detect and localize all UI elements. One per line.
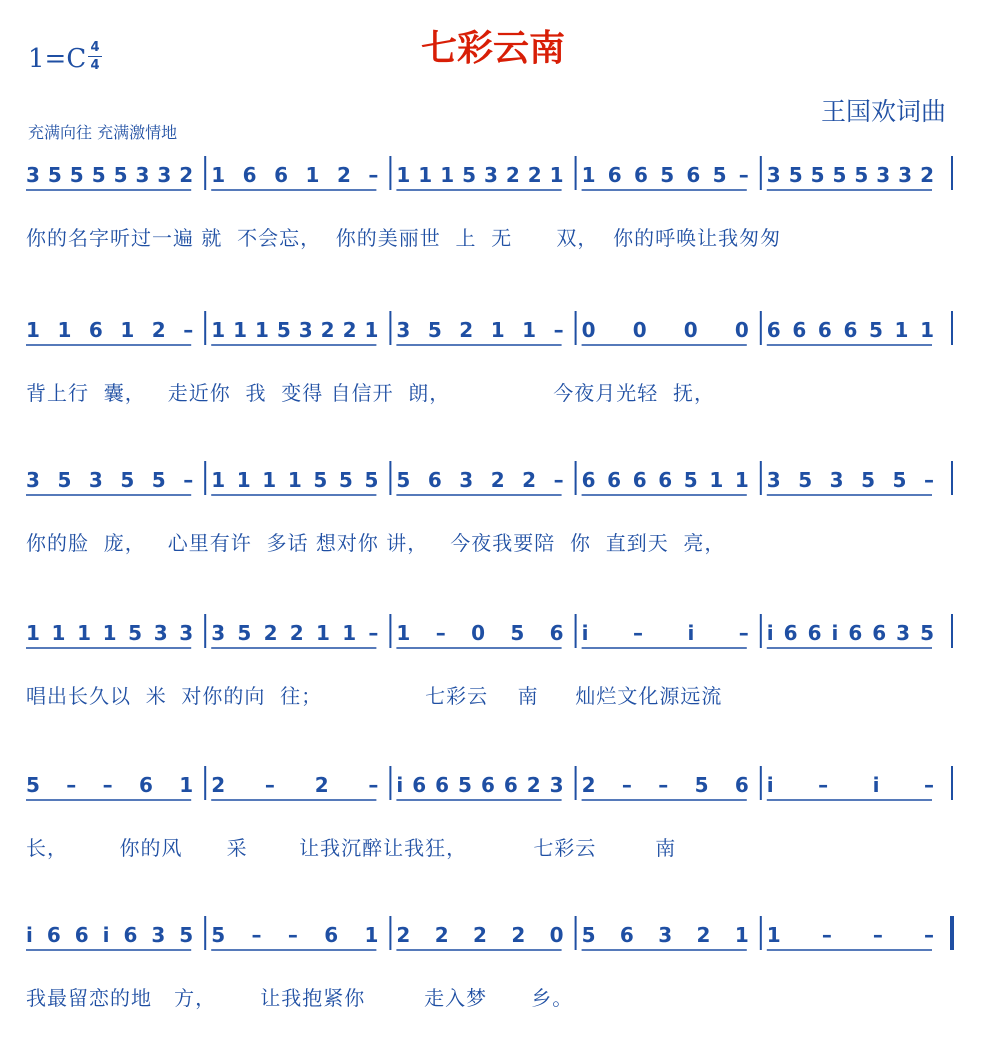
measure-notes: 6 6 6 6 5 1 1 [581, 468, 749, 492]
time-signature [88, 40, 102, 73]
measure-notes: 2 – 2 – [211, 773, 379, 797]
measure-notes: 1 1 1 5 3 2 2 1 [211, 318, 379, 342]
measure-notes: i 6 6 i 6 6 3 5 [766, 621, 934, 645]
time-signature-top: 4 [90, 40, 100, 55]
measure-notes: 1 – 0 5 6 [396, 621, 564, 645]
measure-notes: 3 5 5 5 5 3 3 2 [26, 163, 194, 187]
measure-notes: 1 6 6 5 6 5 – [581, 163, 749, 187]
measure-notes: 3 5 3 5 5 – [26, 468, 194, 492]
score-system [0, 760, 986, 880]
time-signature-bottom: 4 [90, 58, 100, 73]
composer-credit: 王国欢词曲 [820, 97, 946, 126]
measure-notes: i 6 6 i 6 3 5 [26, 923, 194, 947]
measure-notes: 5 – – 6 1 [211, 923, 379, 947]
measure-notes: 3 5 3 5 5 – [766, 468, 934, 492]
measure-notes: 1 1 1 5 3 2 2 1 [396, 163, 564, 187]
lyrics-line: 背上行 囊， 走近你 我 变得 自信开 朗， 今夜月光轻 抚， [26, 381, 716, 405]
measure-notes: 0 0 0 0 [581, 318, 749, 342]
score-system [0, 150, 986, 270]
measure-notes: 1 6 6 1 2 – [211, 163, 379, 187]
measure-notes: 1 1 6 1 2 – [26, 318, 194, 342]
song-title: 七彩云南 [420, 28, 565, 69]
lyrics-line: 长， 你的风 采 让我沉醉让我狂， 七彩云 南 [26, 836, 677, 860]
measure-notes: 2 – – 5 6 [581, 773, 749, 797]
measure-notes: 3 5 2 1 1 – [396, 318, 564, 342]
measure-notes: 3 5 2 2 1 1 – [211, 621, 379, 645]
score-system [0, 455, 986, 575]
score-system [0, 608, 986, 728]
measure-notes: 3 5 5 5 5 3 3 2 [766, 163, 934, 187]
measure-notes: 5 – – 6 1 [26, 773, 194, 797]
measure-notes: 1 – – – [766, 923, 934, 947]
lyrics-line: 我最留恋的地 方， 让我抱紧你 走入梦 乡。 [26, 986, 574, 1010]
measure-notes: 5 6 3 2 2 – [396, 468, 564, 492]
lyrics-line: 你的脸 庞， 心里有许 多话 想对你 讲， 今夜我要陪 你 直到天 亮， [26, 531, 726, 555]
measure-notes: 1 1 1 1 5 3 3 [26, 621, 194, 645]
measure-notes: i – i – [581, 621, 749, 645]
score-system [0, 910, 986, 1030]
lyrics-line: 你的名字听过一遍 就 不会忘， 你的美丽世 上 无 双， 你的呼唤让我匆匆 [26, 226, 782, 250]
measure-notes: 5 6 3 2 1 [581, 923, 749, 947]
lyrics-line: 唱出长久以 米 对你的向 往； 七彩云 南 灿烂文化源远流 [26, 684, 723, 708]
score-system [0, 305, 986, 425]
measure-notes: 6 6 6 6 5 1 1 [766, 318, 934, 342]
tempo-marking: 充满向往 充满激情地 [28, 123, 178, 142]
measure-notes: i – i – [766, 773, 934, 797]
measure-notes: i 6 6 5 6 6 2 3 [396, 773, 564, 797]
key-signature: 1=C [28, 44, 87, 74]
measure-notes: 2 2 2 2 0 [396, 923, 564, 947]
measure-notes: 1 1 1 1 5 5 5 [211, 468, 379, 492]
